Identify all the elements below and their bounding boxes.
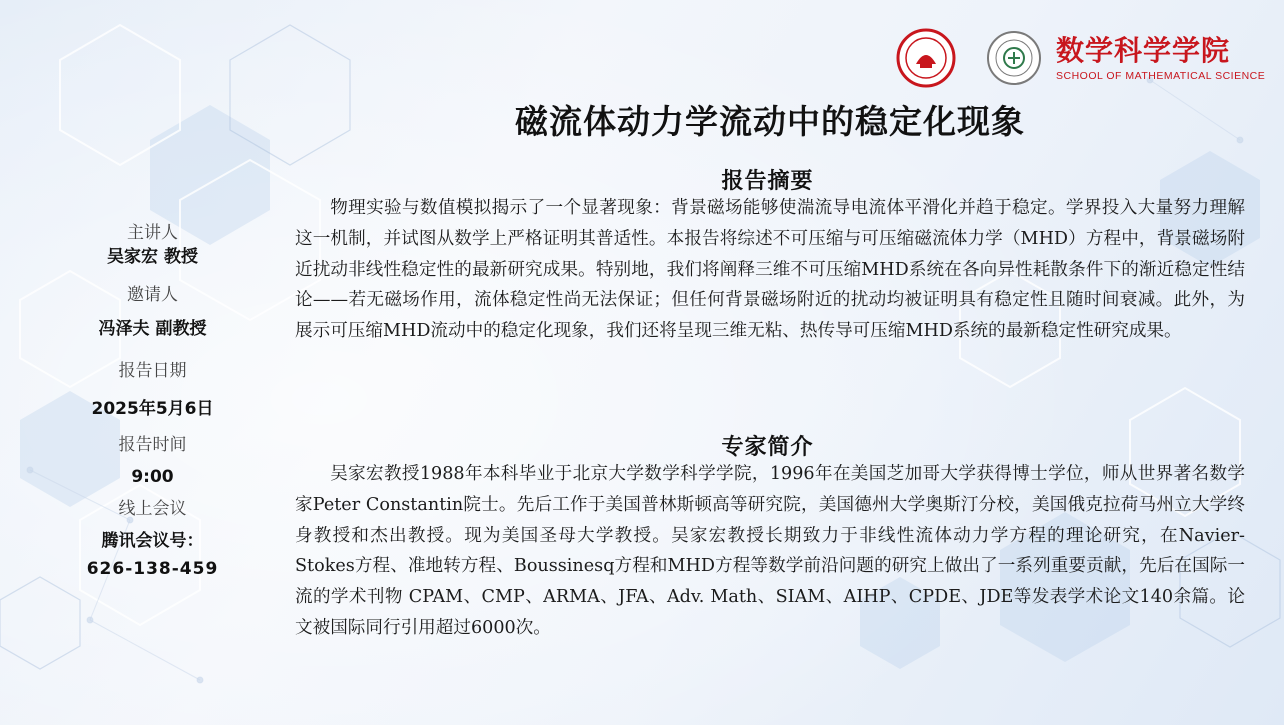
venue-label: 线上会议 [118,499,187,519]
inviter-label: 邀请人 [127,285,178,305]
bio-heading: 专家简介 [721,435,814,460]
speaker-name: 吴家宏 教授 [107,247,198,267]
meeting-id: 626-138-459 [86,559,219,579]
speaker-label: 主讲人 [127,223,178,243]
school-name-en: SCHOOL OF MATHEMATICAL SCIENCE [1056,70,1266,82]
bio-text: 吴家宏教授1988年本科毕业于北京大学数学科学学院，1996年在美国芝加哥大学获得博士学位，师从世界著名数学家Peter Constantin院士。先后工作于美国普林斯顿高等研究院，美国德州大学奥斯汀分校，美国俄克拉荷马州立大学终身教授和杰出教授。现为美国圣母大学教授。吴家宏教授长期致力于非线性流体动力学方程的理论研究，在Navier-Stokes方程、准地转方程、Boussinesq方程和MHD方程等数学前沿问题的研究上做出了一系列重要贡献，先后在国际一流的学术刊物 CPAM、CMP、ARMA、JFA、Adv. Math、SIAM、AIHP、CPDE、JDE等发表学术论文140余篇。论文被国际同行引用超过6000次。 [295,464,1245,638]
sidebar-info [60,222,245,582]
report-time: 9:00 [131,467,174,487]
college-seal-icon [984,28,1044,88]
page-title: 磁流体动力学流动中的稳定化现象 [515,102,1025,141]
date-label: 报告日期 [118,361,187,381]
school-name: 数学科学学院 [1056,34,1231,67]
time-label: 报告时间 [118,435,187,455]
abstract-heading: 报告摘要 [721,169,814,194]
meeting-label: 腾讯会议号： [101,531,204,551]
university-emblem-icon [896,28,956,88]
abstract-text: 物理实验与数值模拟揭示了一个显著现象：背景磁场能够使湍流导电流体平滑化并趋于稳定。学界投入大量努力理解这一机制，并试图从数学上严格证明其普适性。本报告将综述不可压缩与可压缩磁流体力学（MHD）方程中，背景磁场附近扰动非线性稳定性的最新研究成果。特别地，我们将阐释三维不可压缩MHD系统在各向异性耗散条件下的渐近稳定性结论——若无磁场作用，流体稳定性尚无法保证；但任何背景磁场附近的扰动均被证明具有稳定性且随时间衰减。此外，为展示可压缩MHD流动中的稳定化现象，我们还将呈现三维无粘、热传导可压缩MHD系统的最新稳定性研究成果。 [295,198,1245,342]
header-logos [896,28,1265,88]
inviter-name: 冯泽夫 副教授 [98,319,207,339]
report-date: 2025年5月6日 [91,399,214,419]
